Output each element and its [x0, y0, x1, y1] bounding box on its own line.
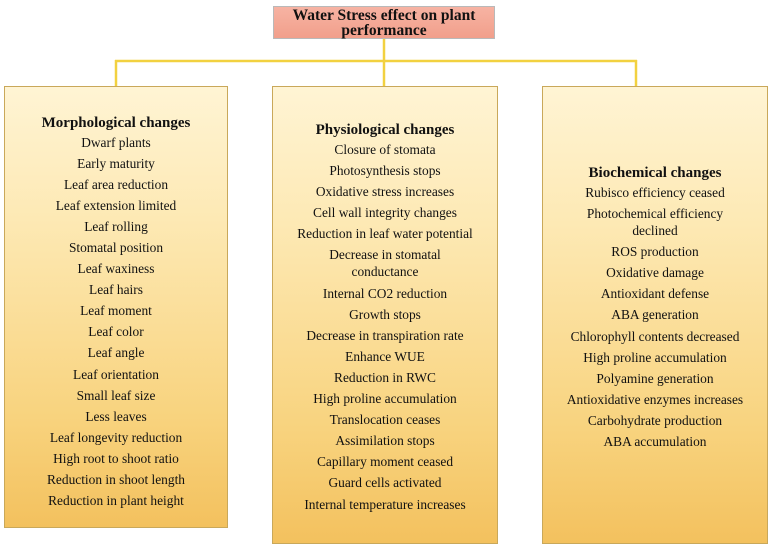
list-item: Less leaves [85, 408, 147, 424]
list-item: Leaf angle [87, 345, 145, 361]
list-item: Reduction in RWC [334, 369, 436, 385]
list-item: Decrease in transpiration rate [306, 327, 464, 343]
list-item: Internal CO2 reduction [322, 285, 448, 301]
list-item: Decrease in stomatal conductance [329, 247, 441, 280]
list-item: ROS production [611, 244, 699, 260]
list-item: High proline accumulation [313, 391, 457, 407]
list-item: High proline accumulation [583, 349, 727, 365]
list-item: Leaf moment [80, 303, 152, 319]
physiological-list [273, 141, 497, 513]
list-item: Leaf extension limited [55, 198, 177, 214]
list-item: Polyamine generation [596, 370, 714, 386]
list-item: Leaf orientation [73, 366, 159, 382]
physiological-changes-box [272, 86, 498, 544]
list-item: Reduction in plant height [48, 492, 184, 508]
list-item: Growth stops [349, 306, 421, 322]
list-item: Chlorophyll contents decreased [570, 328, 740, 344]
list-item: Reduction in shoot length [47, 471, 185, 487]
morphological-list [5, 134, 227, 509]
column-heading: Biochemical changes [588, 165, 722, 181]
list-item: Early maturity [77, 156, 155, 172]
list-item: Capillary moment ceased [316, 454, 454, 470]
list-item: Guard cells activated [328, 475, 442, 491]
list-item: Dwarf plants [81, 135, 151, 150]
column-heading: Physiological changes [315, 122, 455, 138]
list-item: Enhance WUE [345, 348, 425, 364]
list-item: Leaf waxiness [77, 261, 155, 277]
column-heading: Morphological changes [41, 115, 191, 131]
list-item: Photosynthesis stops [329, 163, 441, 179]
biochemical-changes-box [542, 86, 768, 544]
list-item: High root to shoot ratio [53, 450, 179, 466]
list-item: Small leaf size [76, 387, 156, 403]
list-item: ABA accumulation [603, 434, 707, 450]
list-item: Antioxidative enzymes increases [566, 391, 744, 407]
list-item: Oxidative stress increases [315, 184, 455, 200]
list-item: Reduction in leaf water potential [297, 226, 473, 242]
biochemical-list [543, 184, 767, 450]
diagram-title: Water Stress effect on plant performance [273, 6, 495, 39]
morphological-changes-box [4, 86, 228, 528]
list-item: Leaf longevity reduction [49, 429, 183, 445]
list-item: Rubisco efficiency ceased [585, 185, 725, 200]
list-item: Cell wall integrity changes [313, 205, 457, 221]
list-item: Translocation ceases [329, 412, 441, 428]
list-item: Stomatal position [68, 240, 164, 256]
list-item: Antioxidant defense [600, 286, 710, 302]
list-item: Photochemical efficiency declined [586, 206, 724, 239]
list-item: Oxidative damage [606, 265, 704, 281]
list-item: ABA generation [611, 307, 699, 323]
list-item: Internal temperature increases [304, 496, 466, 512]
list-item: Carbohydrate production [587, 412, 723, 428]
list-item: Leaf hairs [89, 282, 143, 298]
list-item: Closure of stomata [334, 142, 436, 157]
list-item: Leaf color [88, 324, 144, 340]
list-item: Assimilation stops [335, 433, 435, 449]
list-item: Leaf rolling [84, 219, 148, 235]
list-item: Leaf area reduction [63, 177, 169, 193]
